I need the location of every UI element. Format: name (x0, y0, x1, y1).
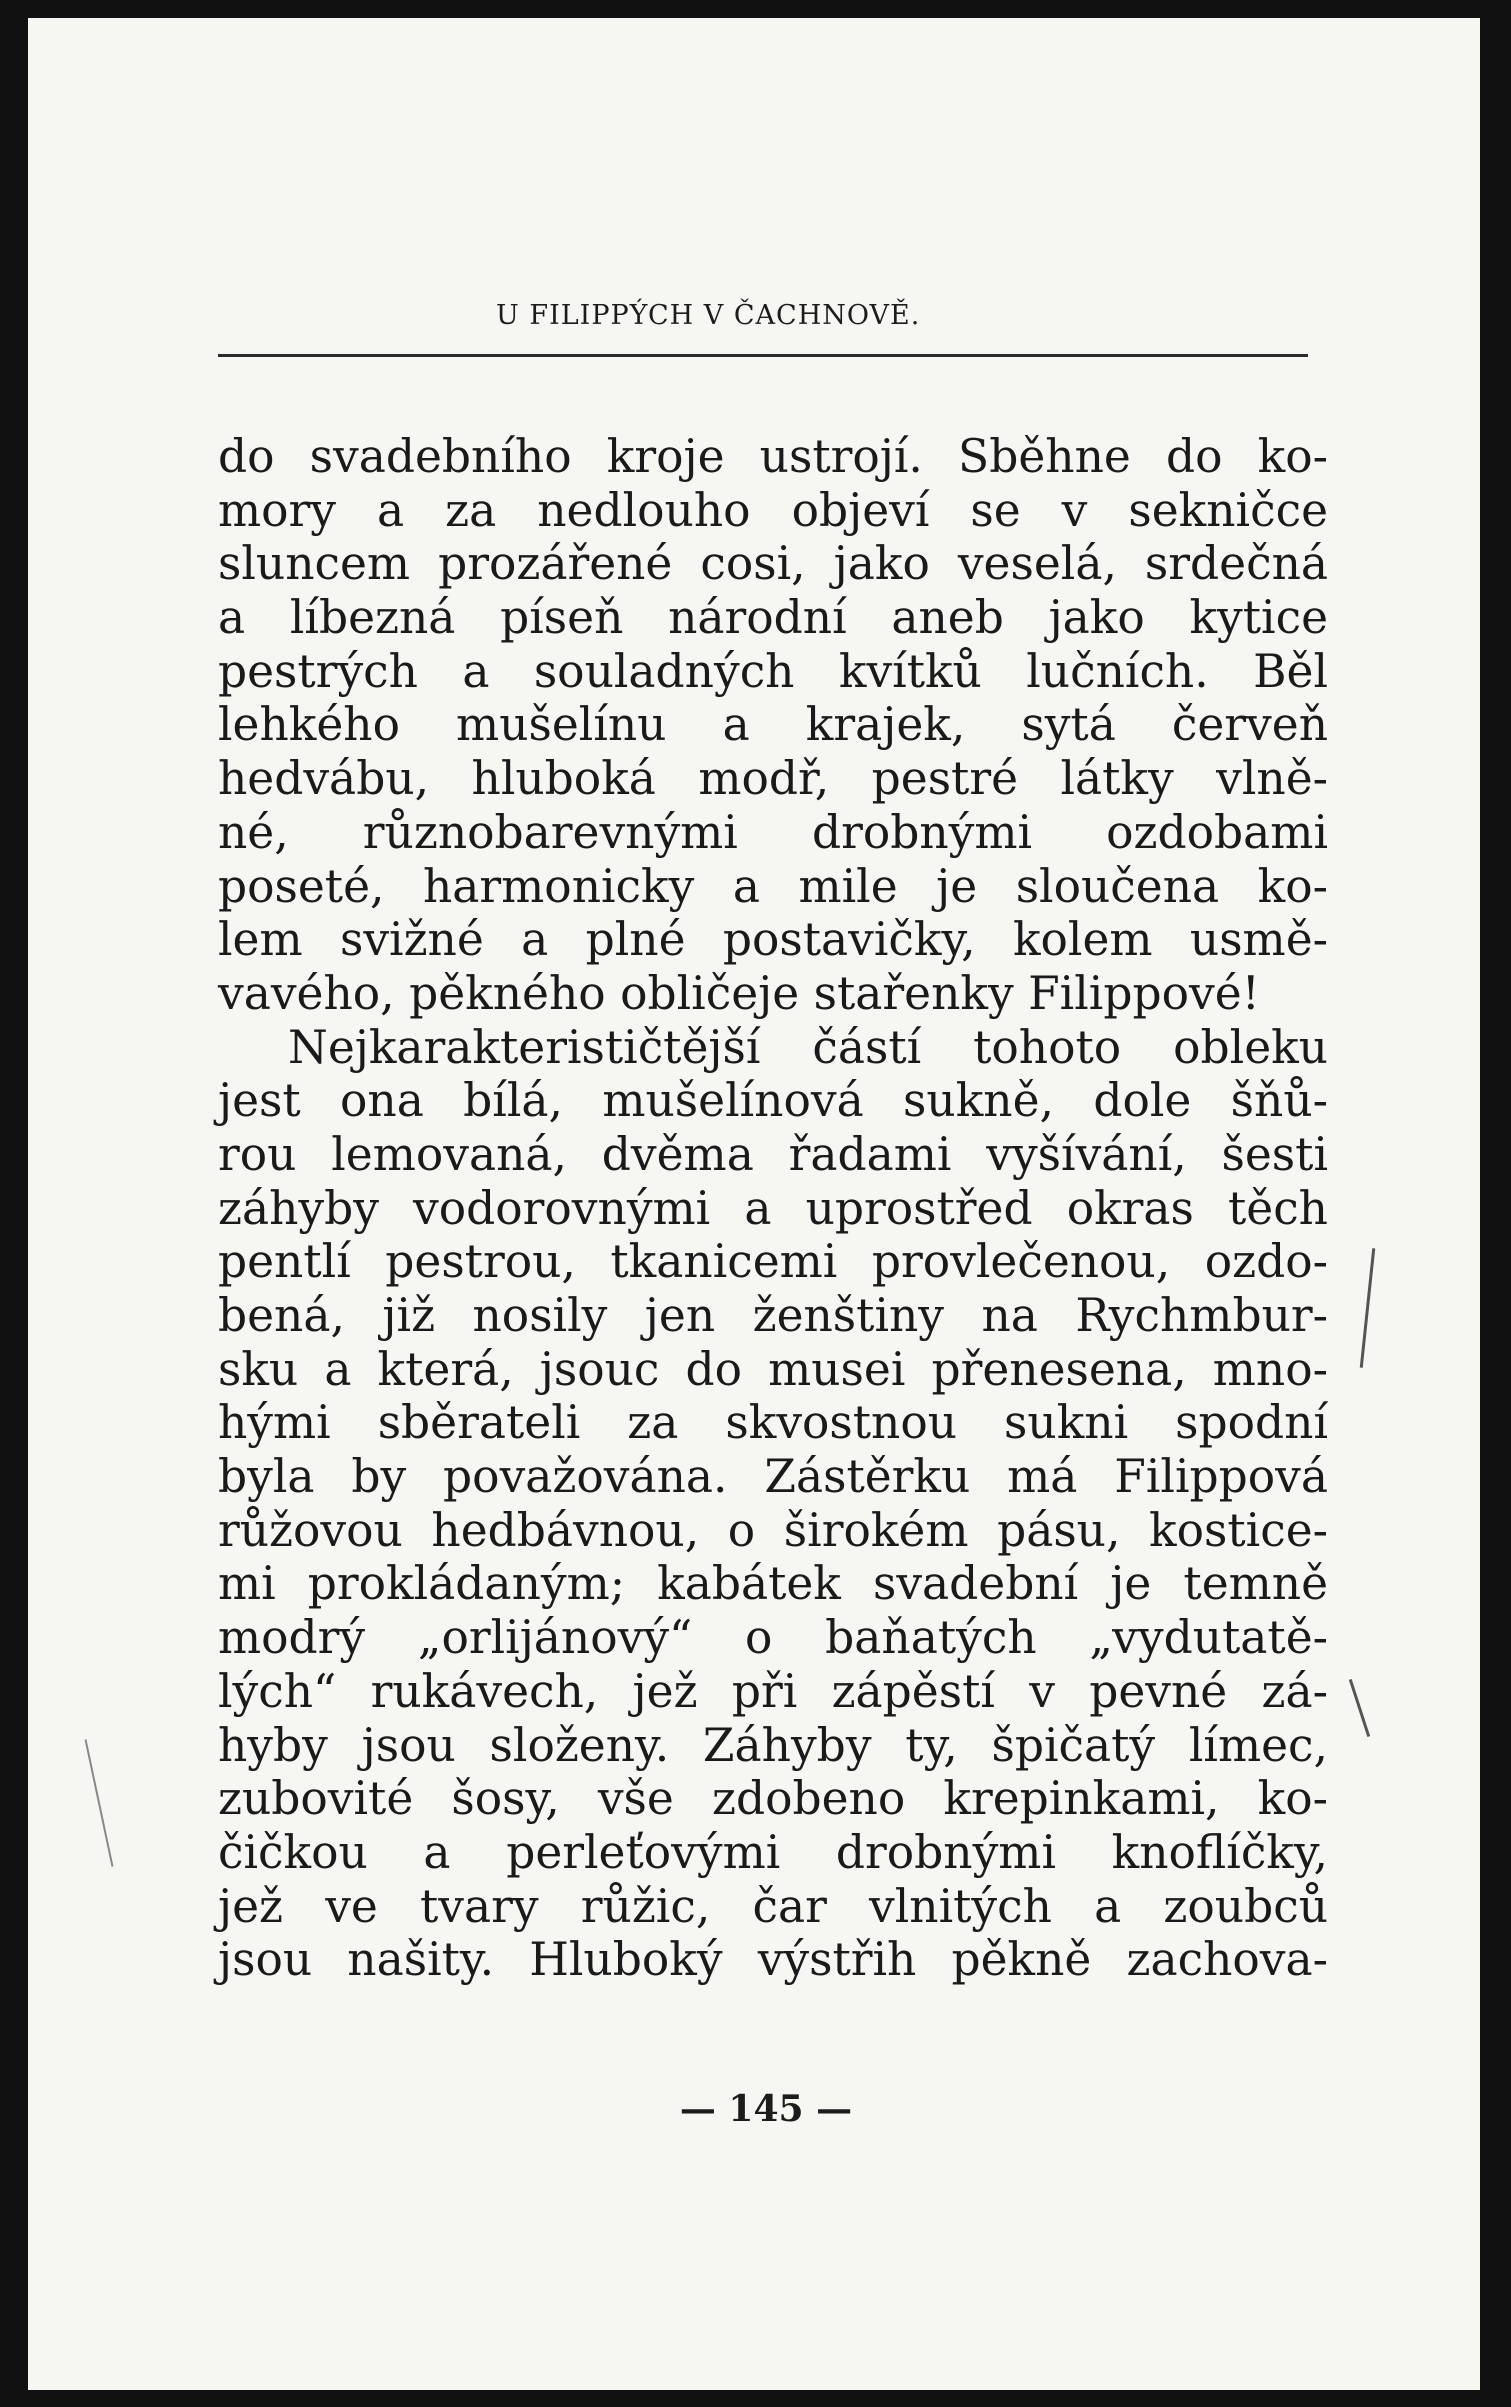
text-line: a líbezná píseň národní aneb jako kytice (218, 591, 1328, 645)
text-line: záhyby vodorovnými a uprostřed okras těch (218, 1181, 1328, 1235)
text-line: lých“ rukávech, jež při zápěstí v pevné zá- (218, 1664, 1328, 1718)
text-line: mi prokládaným; kabátek svadební je temně (218, 1557, 1328, 1611)
text-line: sku a která, jsouc do musei přenesena, mno- (218, 1342, 1328, 1396)
running-header: U FILIPPÝCH V ČACHNOVĚ. (496, 300, 921, 331)
text-line: jež ve tvary růžic, čar vlnitých a zoubců (218, 1879, 1328, 1933)
text-line: do svadebního kroje ustrojí. Sběhne do ko- (218, 430, 1328, 483)
text-line: rou lemovaná, dvěma řadami vyšívání, šesti (218, 1127, 1328, 1181)
text-line: lem svižné a plné postavičky, kolem usmě- (218, 913, 1328, 967)
body-text (218, 430, 1328, 1987)
text-line: hyby jsou složeny. Záhyby ty, špičatý límec, (218, 1718, 1328, 1772)
text-line: mory a za nedlouho objeví se v sekničce (218, 483, 1328, 537)
text-line: růžovou hedbávnou, o širokém pásu, kostice- (218, 1503, 1328, 1557)
text-line: sluncem prozářené cosi, jako veselá, srdečná (218, 537, 1328, 591)
text-line: hými sběrateli za skvostnou sukni spodní (218, 1396, 1328, 1450)
text-line: bená, již nosily jen ženštiny na Rychmbur- (218, 1289, 1328, 1342)
text-line: lehkého mušelínu a krajek, sytá červeň (218, 698, 1328, 752)
text-line: pentlí pestrou, tkanicemi provlečenou, ozdo- (218, 1235, 1328, 1289)
text-line: vavého, pěkného obličeje stařenky Filippové! (218, 966, 1260, 1020)
page-number: — 145 — (679, 2088, 853, 2130)
text-line: zubovité šosy, vše zdobeno krepinkami, ko- (218, 1772, 1328, 1826)
header-rule (218, 354, 1308, 357)
text-line: jsou našity. Hluboký výstřih pěkně zachova- (218, 1933, 1328, 1987)
text-line: né, různobarevnými drobnými ozdobami (218, 805, 1328, 859)
text-line: pestrých a souladných kvítků lučních. Běl (218, 644, 1328, 698)
margin-pencil-mark (1349, 1679, 1370, 1737)
text-line: byla by považována. Zástěrku má Filippová (218, 1450, 1328, 1504)
text-line: poseté, harmonicky a mile je sloučena ko- (218, 859, 1328, 913)
text-line-paragraph-start: Nejkarakterističtější částí tohoto obleku (288, 1020, 1328, 1074)
margin-pencil-mark (85, 1739, 114, 1867)
text-line: modrý „orlijánový“ o baňatých „vydutatě- (218, 1611, 1328, 1665)
margin-pencil-mark (1360, 1248, 1376, 1368)
text-line: hedvábu, hluboká modř, pestré látky vlně- (218, 752, 1328, 806)
text-line: čičkou a perleťovými drobnými knoflíčky, (218, 1825, 1328, 1879)
text-line: jest ona bílá, mušelínová sukně, dole šňů- (218, 1074, 1328, 1128)
book-page (28, 18, 1480, 2390)
